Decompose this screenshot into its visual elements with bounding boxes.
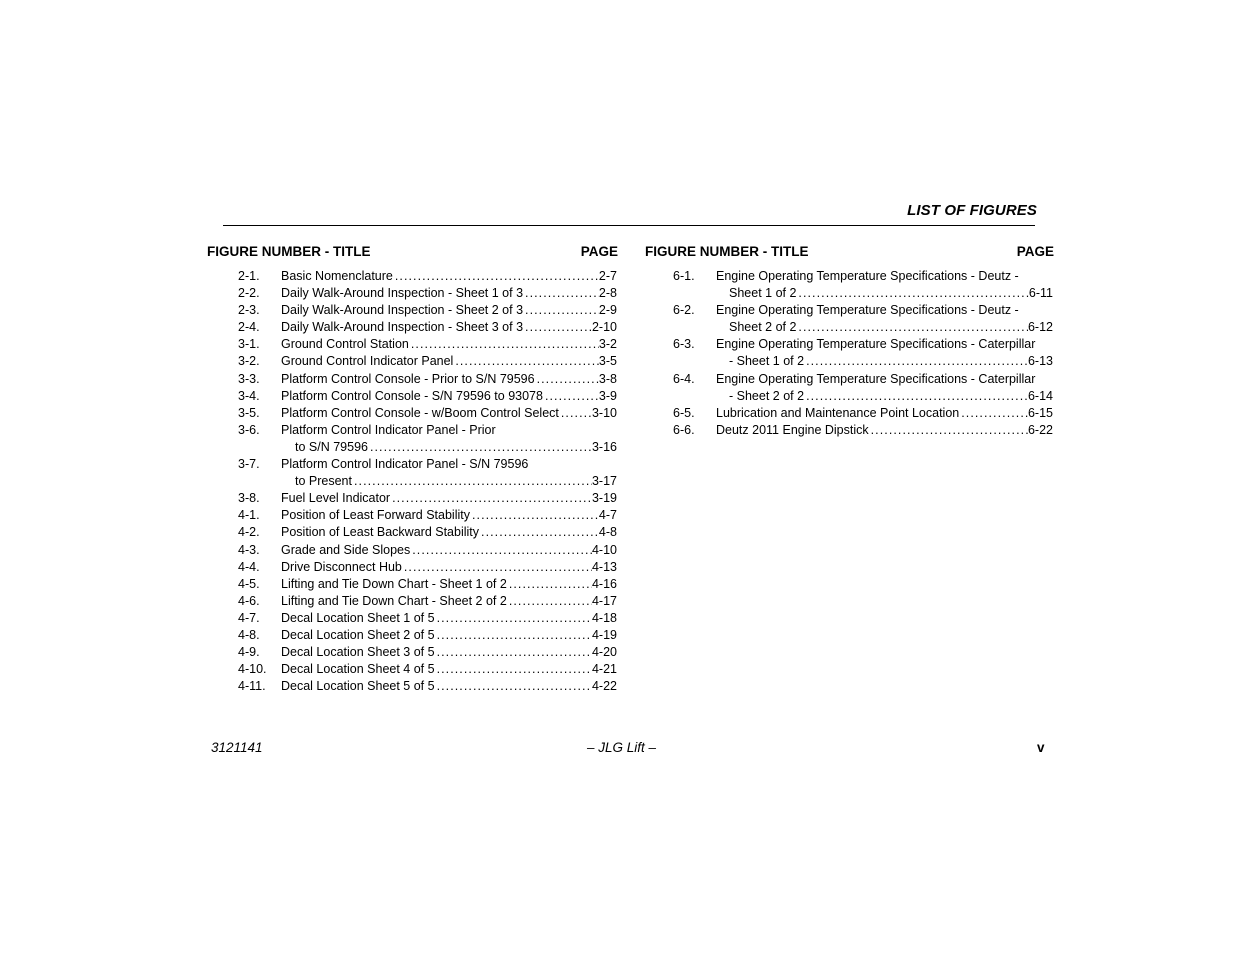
figure-number: 4-4. [238,559,260,574]
figure-entry-line [645,422,1053,439]
figure-title: Sheet 1 of 2 [729,286,797,301]
figure-entry-line [207,439,617,456]
figure-entry-line [207,678,617,695]
figure-page: 3-2 [598,337,617,352]
figure-title: Daily Walk-Around Inspection - Sheet 1 of 3 [281,286,524,301]
figure-title: Basic Nomenclature [281,269,393,283]
figure-title: Engine Operating Temperature Specifications - Caterpillar [716,371,1036,386]
figure-title-row [281,490,617,507]
figure-title-row [281,336,617,353]
dot-leader [796,285,1028,302]
figure-title: Decal Location Sheet 4 of 5 [281,662,435,677]
figure-entry-line [207,353,617,370]
figure-number: 2-4. [238,320,260,335]
figure-entry-line [207,268,617,285]
dot-leader [435,661,592,678]
figure-title: Engine Operating Temperature Specifications - Deutz - [716,269,1019,283]
figure-number: 2-2. [238,286,260,301]
figure-title: Lifting and Tie Down Chart - Sheet 1 of 2 [281,576,507,591]
figure-entry-line [207,542,617,559]
dot-leader [523,302,599,319]
figure-title: Lubrication and Maintenance Point Location [716,405,960,420]
figure-title-row [281,371,617,388]
figure-entry[interactable] [645,405,1053,422]
figure-entry[interactable] [207,490,617,507]
figure-number: 3-8. [238,491,260,506]
left-column [207,244,618,694]
dot-leader [402,559,592,576]
figure-entry[interactable] [207,353,617,370]
figure-entry[interactable] [207,456,617,490]
footer-brand: – JLG Lift – [586,740,657,755]
left-column-header [207,244,617,261]
dot-leader [435,627,592,644]
dot-leader [507,593,592,610]
dot-leader [804,353,1028,370]
figure-number: 3-1. [238,337,260,352]
figure-entry[interactable] [207,576,617,593]
figure-number: 3-4. [238,388,260,403]
dot-leader [368,439,592,456]
dot-leader [435,644,592,661]
figure-number: 3-3. [238,371,260,386]
figure-page: 4-10 [591,542,617,557]
figure-entry[interactable] [207,388,617,405]
figure-number: 4-10. [238,662,267,677]
dot-leader [435,610,592,627]
figure-number: 4-5. [238,576,260,591]
figure-entry-line [645,336,1053,353]
figure-title-row [295,473,617,490]
dot-leader [410,542,592,559]
figure-page: 3-9 [598,388,617,403]
figure-title: - Sheet 1 of 2 [729,354,805,369]
figure-title: Platform Control Indicator Panel - Prior [281,422,496,437]
dot-leader [409,336,599,353]
figure-entry-line [207,319,617,336]
figure-title-row [281,678,617,695]
figure-title-row [281,319,617,336]
figure-entry[interactable] [645,336,1053,370]
figure-entry-line [207,627,617,644]
figure-number: 4-3. [238,542,260,557]
dot-leader [470,507,599,524]
figure-entry-line [207,405,617,422]
figure-entry[interactable] [207,405,617,422]
figure-title: Position of Least Forward Stability [281,508,470,523]
figure-title-row [281,593,617,610]
figure-title-row [281,576,617,593]
figure-number: 6-1. [673,269,695,283]
figure-title-row [716,422,1053,439]
figure-entry[interactable] [207,422,617,456]
figure-title: Daily Walk-Around Inspection - Sheet 2 of 3 [281,303,524,318]
figure-title: Daily Walk-Around Inspection - Sheet 3 of 3 [281,320,524,335]
figure-title-row [729,285,1053,302]
figure-page: 6-22 [1027,422,1053,437]
figure-page: 3-19 [591,491,617,506]
figure-entry[interactable] [207,268,617,285]
figure-title-row [281,285,617,302]
figure-entry-line [207,661,617,678]
figure-page: 4-19 [591,627,617,642]
dot-leader [507,576,592,593]
figure-title-row [281,661,617,678]
figure-entry-line [207,473,617,490]
figure-title: Ground Control Indicator Panel [281,354,454,369]
left-entry-list [207,268,617,695]
column-page-label: PAGE [1016,244,1054,259]
figure-entry[interactable] [207,507,617,524]
figure-title-row [729,319,1053,336]
figure-entry[interactable] [207,661,617,678]
figure-entry-line [207,285,617,302]
figure-page: 4-13 [591,559,617,574]
figure-entry-line [207,422,617,439]
figure-title: Lifting and Tie Down Chart - Sheet 2 of 2 [281,593,507,608]
figure-title: to Present [295,474,352,489]
figure-number: 2-1. [238,269,260,283]
figure-title-row [716,371,1053,388]
figure-entry[interactable] [207,302,617,319]
figure-number: 4-8. [238,627,260,642]
figure-title: Decal Location Sheet 3 of 5 [281,645,435,660]
figure-entry-line [207,576,617,593]
figure-page: 6-13 [1027,354,1053,369]
figure-entry[interactable] [207,627,617,644]
dot-leader [435,678,592,695]
figure-entry[interactable] [207,285,617,302]
figure-title: Grade and Side Slopes [281,542,411,557]
figure-page: 6-15 [1027,405,1053,420]
figure-page: 4-8 [598,525,617,540]
figure-page: 3-5 [598,354,617,369]
figure-title: Position of Least Backward Stability [281,525,480,540]
figure-entry-line [645,285,1053,302]
figure-entry-line [645,371,1053,388]
figure-entry-line [207,610,617,627]
figure-title: Platform Control Console - S/N 79596 to 93078 [281,388,543,403]
figure-entry-line [645,319,1053,336]
page-number: v [1037,740,1045,755]
figure-page: 2-7 [598,269,617,283]
figure-entry[interactable] [207,559,617,576]
figure-page: 4-22 [591,679,617,694]
figure-title: to S/N 79596 [295,439,368,454]
figure-entry-line [645,388,1053,405]
dot-leader [535,371,599,388]
figure-title: Engine Operating Temperature Specifications - Deutz - [716,303,1019,318]
figure-entry[interactable] [207,371,617,388]
figure-number: 2-3. [238,303,260,318]
figure-title: Fuel Level Indicator [281,491,391,506]
figure-page: 4-16 [591,576,617,591]
figure-entry[interactable] [207,593,617,610]
figure-page: 2-10 [591,320,617,335]
figure-entry-line [207,644,617,661]
figure-page: 4-20 [591,645,617,660]
figure-title-row [281,353,617,370]
figure-title-row [281,388,617,405]
dot-leader [523,285,599,302]
figure-number: 4-9. [238,645,260,660]
figure-title-row [281,456,617,473]
dot-leader [804,388,1028,405]
figure-title: Platform Control Console - w/Boom Control Select [281,405,559,420]
figure-entry[interactable] [207,678,617,695]
figure-number: 3-6. [238,422,260,437]
figure-title-row [716,302,1053,319]
figure-page: 4-18 [591,610,617,625]
figure-entry[interactable] [645,422,1053,439]
dot-leader [393,268,599,285]
figure-title-row [729,388,1053,405]
figure-entry[interactable] [207,524,617,541]
figure-entry[interactable] [645,302,1053,336]
figure-entry-line [645,353,1053,370]
figure-title-row [281,627,617,644]
figure-number: 4-2. [238,525,260,540]
figure-title: Platform Control Indicator Panel - S/N 79596 [281,457,529,472]
figure-entry-line [645,405,1053,422]
figure-page: 3-16 [591,439,617,454]
header-rule [223,225,1035,226]
dot-leader [453,353,599,370]
figure-number: 6-4. [673,371,695,386]
right-column-header [645,244,1053,261]
figure-number: 4-11. [238,679,266,694]
figure-page: 4-17 [591,593,617,608]
figure-title-row [716,336,1053,353]
figure-page: 6-12 [1027,320,1053,335]
figure-entry-line [207,336,617,353]
figure-title: Deutz 2011 Engine Dipstick [716,422,869,437]
figure-title-row [281,524,617,541]
section-title: LIST OF FIGURES [907,202,1037,219]
figure-entry-line [207,371,617,388]
figure-entry[interactable] [207,336,617,353]
figure-number: 4-7. [238,610,260,625]
dot-leader [796,319,1028,336]
figure-page: 4-7 [598,508,617,523]
figure-number: 6-2. [673,303,695,318]
figure-page: 6-14 [1027,388,1053,403]
figure-entry-line [207,524,617,541]
figure-title: Decal Location Sheet 1 of 5 [281,610,435,625]
figure-title-row [281,268,617,285]
figure-title-row [281,542,617,559]
figure-entry[interactable] [207,542,617,559]
figure-title-row [281,507,617,524]
figure-entry-line [207,593,617,610]
figure-page: 3-17 [591,474,617,489]
figure-entry-line [207,559,617,576]
dot-leader [869,422,1028,439]
figure-title-row [281,422,617,439]
figure-number: 3-2. [238,354,260,369]
figure-title-row [716,405,1053,422]
figure-page: 6-11 [1028,286,1053,301]
figure-entry[interactable] [207,644,617,661]
figure-title-row [716,268,1053,285]
dot-leader [479,524,599,541]
figure-entry-line [207,490,617,507]
dot-leader [959,405,1028,422]
figure-title-row [281,405,617,422]
document-number: 3121141 [211,740,263,755]
figure-page: 4-21 [591,662,617,677]
figure-entry[interactable] [645,268,1053,302]
figure-entry[interactable] [207,610,617,627]
figure-title: Drive Disconnect Hub [281,559,402,574]
figure-entry-line [207,388,617,405]
figure-entry-line [645,302,1053,319]
right-entry-list [645,268,1053,439]
figure-title: Ground Control Station [281,337,409,352]
figure-entry[interactable] [207,319,617,336]
figure-title-row [281,302,617,319]
figure-title-row [729,353,1053,370]
figure-number: 4-6. [238,593,260,608]
figure-page: 2-8 [598,286,617,301]
figure-title: Sheet 2 of 2 [729,320,797,335]
figure-number: 4-1. [238,508,260,523]
figure-number: 3-7. [238,457,260,472]
figure-entry-line [207,456,617,473]
figure-number: 3-5. [238,405,260,420]
dot-leader [390,490,592,507]
figure-title-row [281,559,617,576]
figure-title: Engine Operating Temperature Specifications - Caterpillar [716,337,1036,352]
right-column [645,244,1054,437]
figure-entry[interactable] [645,371,1053,405]
figure-title-row [295,439,617,456]
figure-title-row [281,644,617,661]
figure-title: - Sheet 2 of 2 [729,388,805,403]
figure-page: 3-10 [591,405,617,420]
dot-leader [543,388,599,405]
column-page-label: PAGE [580,244,618,259]
figure-entry-line [207,302,617,319]
figure-title: Decal Location Sheet 2 of 5 [281,627,435,642]
figure-number: 6-5. [673,405,695,420]
figure-entry-line [645,268,1053,285]
figure-number: 6-3. [673,337,695,352]
column-title-label: FIGURE NUMBER - TITLE [645,244,809,259]
dot-leader [523,319,592,336]
figure-entry-line [207,507,617,524]
figure-page: 3-8 [598,371,617,386]
figure-number: 6-6. [673,422,695,437]
dot-leader [352,473,592,490]
figure-title-row [281,610,617,627]
figure-title: Decal Location Sheet 5 of 5 [281,679,435,694]
column-title-label: FIGURE NUMBER - TITLE [207,244,371,259]
dot-leader [559,405,592,422]
figure-page: 2-9 [598,303,617,318]
figure-title: Platform Control Console - Prior to S/N 79596 [281,371,535,386]
